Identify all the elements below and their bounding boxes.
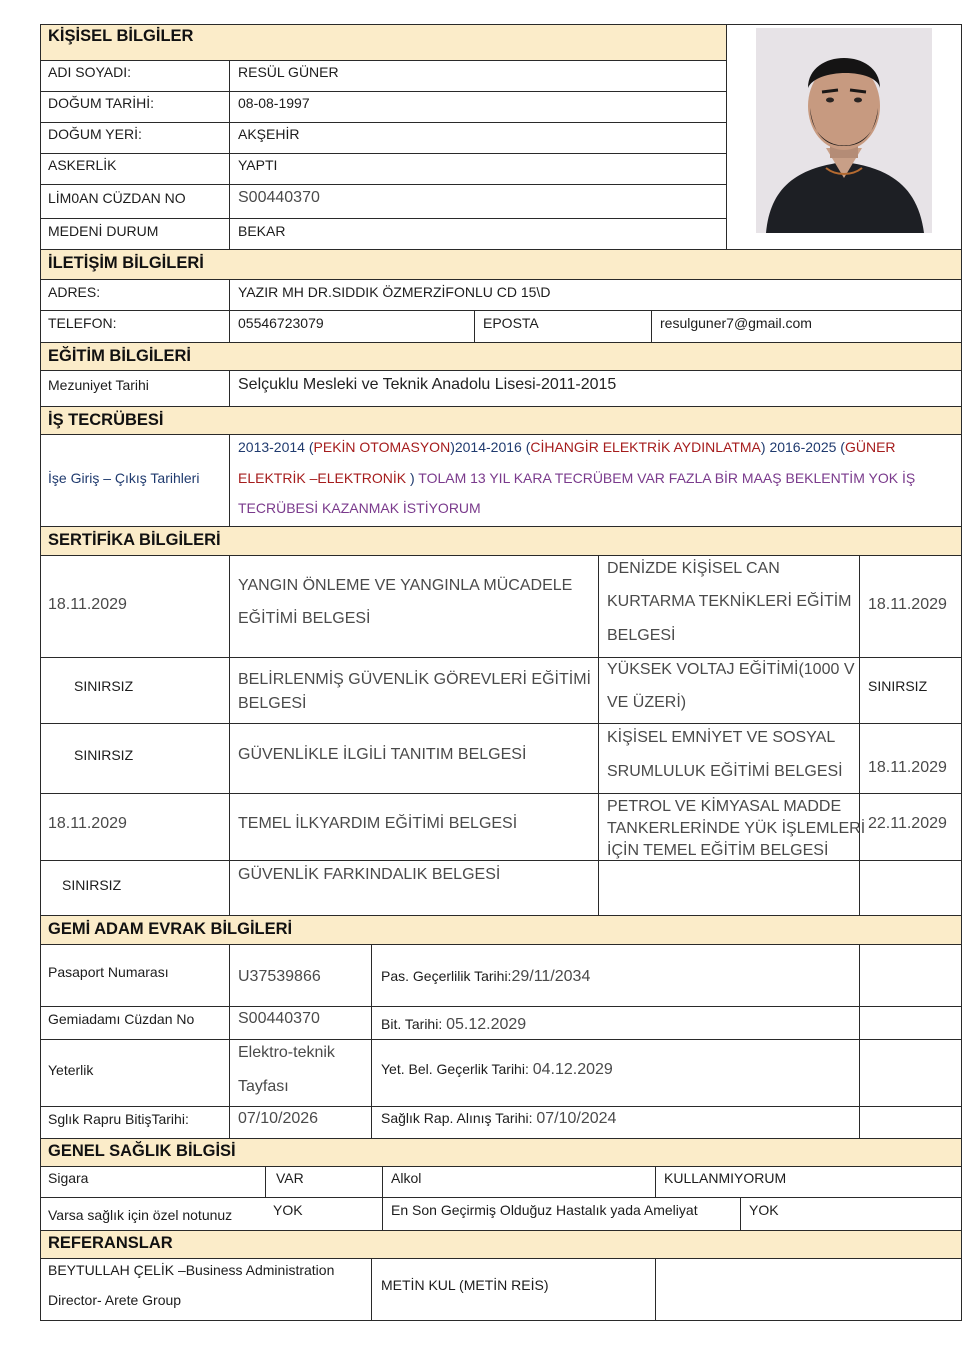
experience-label: İşe Giriş – Çıkış Tarihleri [48, 470, 200, 486]
rule [229, 279, 230, 342]
cert-date: 18.11.2029 [868, 596, 947, 613]
experience-header-band [40, 406, 961, 434]
cert-date: 18.11.2029 [48, 815, 127, 832]
experience-text: )2014-2016 ( [450, 439, 531, 455]
rule [229, 370, 230, 406]
cert-name: DENİZDE KİŞİSEL CAN [607, 560, 780, 577]
rule [740, 1197, 741, 1230]
health-report-date-label: Sağlık Rap. Alınış Tarihi: [381, 1110, 537, 1126]
address-value: YAZIR MH DR.SIDDIK ÖZMERZİFONLU CD 15\D [238, 284, 551, 300]
rule [229, 944, 230, 1138]
rule [655, 1258, 656, 1321]
rule [40, 184, 726, 185]
cert-name: YÜKSEK VOLTAJ EĞİTİMİ(1000 V [607, 661, 855, 678]
birthplace-value: AKŞEHİR [238, 126, 300, 142]
health-heading: GENEL SAĞLIK BİLGİSİ [48, 1142, 236, 1160]
smoking-label: Sigara [48, 1170, 89, 1186]
cert-name: İÇİN TEMEL EĞİTİM BELGESİ [607, 842, 829, 859]
cert-name: BELGESİ [607, 627, 676, 644]
experience-line-2 [238, 470, 915, 487]
profile-photo-image [756, 28, 932, 233]
rule [40, 1320, 962, 1321]
rule [40, 1258, 962, 1259]
rule [40, 342, 962, 343]
smoking-value: VAR [276, 1170, 304, 1186]
education-heading: EĞİTİM BİLGİLERİ [48, 347, 191, 365]
birthdate-value: 08-08-1997 [238, 95, 310, 111]
experience-line-3: TECRÜBESİ KAZANMAK İSTİYORUM [238, 500, 481, 516]
rule [40, 1197, 962, 1198]
seaman-book-expiry [381, 1016, 526, 1033]
rule [655, 1166, 656, 1197]
rule [40, 915, 962, 916]
experience-heading: İŞ TECRÜBESİ [48, 411, 164, 429]
rule [265, 1166, 266, 1197]
rule [40, 24, 962, 25]
cert-name: PETROL VE KİMYASAL MADDE [607, 798, 842, 815]
alcohol-label: Alkol [391, 1170, 422, 1186]
reference-1: Director- Arete Group [48, 1292, 182, 1308]
health-report-date-value: 07/10/2024 [536, 1110, 617, 1127]
rule [40, 434, 962, 435]
experience-company: PEKİN OTOMASYON [313, 439, 451, 455]
cert-name: KİŞİSEL EMNİYET VE SOSYAL [607, 729, 836, 746]
rule [40, 657, 962, 658]
rule [40, 60, 726, 61]
cert-date: 18.11.2029 [868, 759, 947, 776]
rule [371, 944, 372, 1138]
page-margin [966, 0, 976, 1357]
passport-value: U37539866 [238, 968, 321, 985]
passport-validity-label: Pas. Geçerlilik Tarihi: [381, 968, 512, 984]
cert-name: SRUMLULUK EĞİTİMİ BELGESİ [607, 763, 843, 780]
rule [40, 218, 726, 219]
cert-name: TANKERLERİNDE YÜK İŞLEMLERİ [607, 820, 866, 837]
seaman-heading: GEMİ ADAM EVRAK BİLGİLERİ [48, 920, 293, 938]
rule [229, 434, 230, 526]
seaman-book-expiry-value: 05.12.2029 [446, 1016, 527, 1033]
health-report-date [381, 1110, 616, 1127]
rule [40, 944, 962, 945]
cert-name: TEMEL İLKYARDIM EĞİTİMİ BELGESİ [238, 815, 518, 832]
rule [40, 91, 726, 92]
cert-name: GÜVENLİKLE İLGİLİ TANITIM BELGESİ [238, 746, 527, 763]
cert-name: VE ÜZERİ) [607, 694, 687, 711]
phone-label: TELEFON: [48, 315, 117, 331]
competency-validity-label: Yet. Bel. Geçerlik Tarihi: [381, 1061, 533, 1077]
email-value: resulguner7@gmail.com [660, 315, 812, 331]
rule [371, 1258, 372, 1321]
experience-line-1 [238, 439, 896, 456]
illness-label: En Son Geçirmiş Olduğuz Hastalık yada Ameliyat [391, 1202, 698, 1218]
rule [40, 279, 962, 280]
graduation-value: Selçuklu Mesleki ve Teknik Anadolu Lisesi-2011-2015 [238, 376, 617, 393]
rule [382, 1166, 383, 1230]
experience-company: GÜNER [844, 439, 896, 455]
name-label: ADI SOYADI: [48, 64, 131, 80]
seaman-book-label: Gemiadamı Cüzdan No [48, 1011, 195, 1027]
rule [40, 153, 726, 154]
rule [40, 1166, 962, 1167]
competency-label: Yeterlik [48, 1062, 94, 1078]
cert-date: SINIRSIZ [74, 747, 134, 763]
rule [40, 310, 962, 311]
alcohol-value: KULLANMIYORUM [664, 1170, 787, 1186]
cert-date: 22.11.2029 [868, 815, 947, 832]
personal-heading: KİŞİSEL BİLGİLER [48, 27, 194, 45]
rule [598, 555, 599, 915]
competency-validity-value: 04.12.2029 [532, 1061, 613, 1078]
rule [40, 860, 962, 861]
certificates-heading: SERTİFİKA BİLGİLERİ [48, 531, 221, 549]
cert-name: BELGESİ [238, 695, 307, 712]
cert-date: SINIRSIZ [62, 877, 122, 893]
rule [40, 1230, 962, 1231]
marital-value: BEKAR [238, 223, 286, 239]
birthplace-label: DOĞUM YERİ: [48, 126, 142, 142]
address-label: ADRES: [48, 284, 101, 300]
health-report-label: Sglık Rapru BitişTarihi: [48, 1111, 189, 1127]
seaman-book-expiry-label: Bit. Tarihi: [381, 1016, 447, 1032]
references-header-band [40, 1230, 961, 1258]
competency-value: Tayfası [238, 1078, 289, 1095]
cert-date: SINIRSIZ [868, 678, 928, 694]
cert-name: KURTARMA TEKNİKLERİ EĞİTİM [607, 593, 852, 610]
email-label: EPOSTA [483, 315, 539, 331]
rule [40, 1006, 962, 1007]
experience-company: ELEKTRİK –ELEKTRONİK [238, 470, 407, 486]
rule [40, 24, 41, 1321]
rule [40, 526, 962, 527]
cert-name: GÜVENLİK FARKINDALIK BELGESİ [238, 866, 501, 883]
competency-validity [381, 1061, 613, 1078]
reference-1: BEYTULLAH ÇELİK –Business Administration [48, 1262, 335, 1278]
experience-note: TOLAM 13 YIL KARA TECRÜBEM VAR FAZLA BİR MAAŞ BEKLENTİM YOK İŞ [418, 470, 916, 486]
health-report-value: 07/10/2026 [238, 1110, 319, 1127]
cert-date: SINIRSIZ [74, 678, 134, 694]
rule [40, 1106, 962, 1107]
rule [40, 122, 726, 123]
rule [229, 555, 230, 915]
passport-label: Pasaport Numarası [48, 964, 169, 980]
rule [961, 24, 962, 1321]
competency-value: Elektro-teknik [238, 1044, 335, 1061]
contact-heading: İLETİŞİM BİLGİLERİ [48, 254, 204, 272]
port-book-label: LİM0AN CÜZDAN NO [48, 190, 186, 206]
experience-text: ) 2016-2025 ( [760, 439, 845, 455]
rule [40, 406, 962, 407]
health-note-value: YOK [273, 1202, 303, 1218]
experience-text: ) [406, 470, 419, 486]
cert-name: BELİRLENMİŞ GÜVENLİK GÖREVLERİ EĞİTİMİ [238, 671, 591, 688]
birthdate-label: DOĞUM TARİHİ: [48, 95, 155, 111]
experience-company: CİHANGİR ELEKTRİK AYDINLATMA [530, 439, 761, 455]
rule [40, 555, 962, 556]
rule [40, 723, 962, 724]
experience-text: 2013-2014 ( [238, 439, 314, 455]
rule [40, 249, 962, 250]
illness-value: YOK [749, 1202, 779, 1218]
cert-date: 18.11.2029 [48, 596, 127, 613]
health-note-label: Varsa sağlık için özel notunuz [48, 1207, 233, 1223]
rule [859, 555, 860, 915]
rule [40, 793, 962, 794]
rule [726, 24, 727, 249]
graduation-label: Mezuniyet Tarihi [48, 377, 149, 393]
rule [229, 60, 230, 249]
reference-2: METİN KUL (METİN REİS) [381, 1277, 549, 1293]
seaman-book-value: S00440370 [238, 1010, 320, 1027]
name-value: RESÜL GÜNER [238, 64, 339, 80]
rule [40, 1138, 962, 1139]
rule [40, 1039, 962, 1040]
profile-photo [756, 28, 932, 233]
rule [651, 310, 652, 342]
cert-name: EĞİTİMİ BELGESİ [238, 610, 371, 627]
rule [40, 370, 962, 371]
passport-validity-value: 29/11/2034 [511, 968, 591, 985]
rule [859, 944, 860, 1138]
references-heading: REFERANSLAR [48, 1234, 173, 1252]
rule [474, 310, 475, 342]
port-book-value: S00440370 [238, 189, 320, 206]
passport-validity [381, 968, 590, 985]
military-value: YAPTI [238, 157, 278, 173]
phone-value: 05546723079 [238, 315, 324, 331]
cert-name: YANGIN ÖNLEME VE YANGINLA MÜCADELE [238, 577, 573, 594]
military-label: ASKERLİK [48, 157, 117, 173]
marital-label: MEDENİ DURUM [48, 223, 159, 239]
